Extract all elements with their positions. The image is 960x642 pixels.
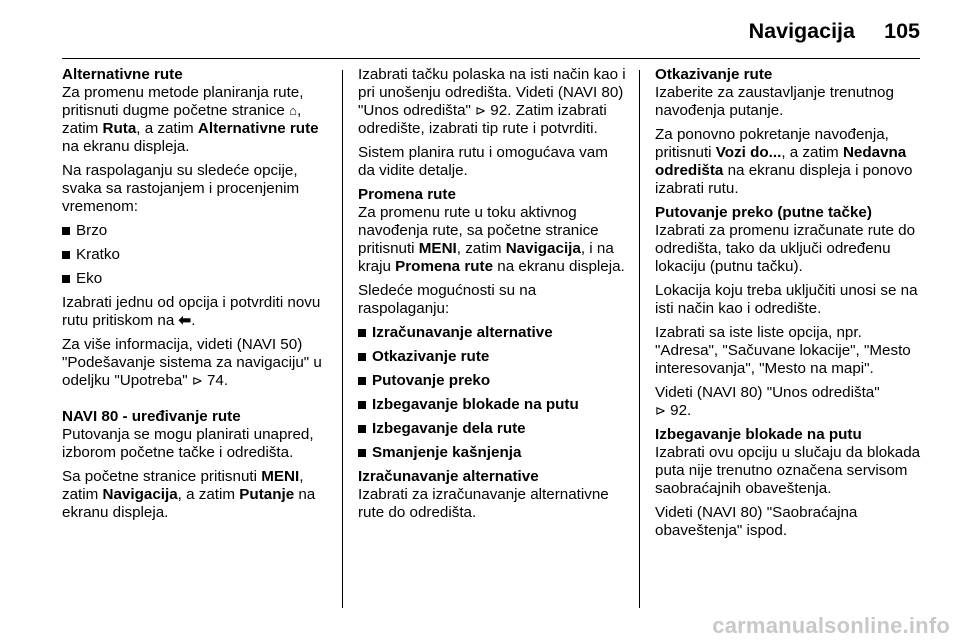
paragraph: [358, 204, 626, 276]
text: Za promenu metode planiranja rute, pritisnuti dugme početne stranice: [62, 84, 304, 119]
reference-arrow-icon: ⊳: [475, 103, 487, 118]
paragraph: Izaberite za zaustavljanje trenutnog navođenja putanje.: [655, 84, 894, 119]
reference-arrow-icon: ⊳: [191, 373, 203, 388]
text: , zatim: [456, 240, 506, 257]
option-label: Smanjenje kašnjenja: [372, 444, 522, 461]
paragraph: Putovanja se mogu planirati unapred, izborom početne tačke i odredišta.: [62, 426, 314, 461]
paragraph: Izabrati sa iste liste opcija, npr. "Adresa", "Sačuvane lokacije", "Mesto interesovanja", "Mesto na mapi".: [655, 324, 911, 377]
text: Za ponovno pokretanje navođenja, pritisnuti: [655, 126, 889, 161]
option-label: Brzo: [76, 222, 108, 239]
text: na ekranu displeja.: [62, 138, 190, 155]
text: , zatim: [62, 468, 304, 503]
menu-term-navigacija: Navigacija: [505, 240, 581, 257]
list-item: [358, 396, 626, 414]
watermark: carmanualsonline.info: [712, 613, 950, 638]
paragraph: Videti (NAVI 80) "Saobraćajna obaveštenja" ispod.: [655, 504, 858, 539]
column-2: [358, 66, 626, 528]
list-item: [358, 348, 626, 366]
bullet-icon: [358, 377, 366, 385]
paragraph: [358, 66, 626, 138]
list-item: [358, 372, 626, 390]
bullet-icon: [358, 329, 366, 337]
heading-travel-via: Putovanje preko (putne tačke): [655, 204, 872, 221]
heading-change-route: Promena rute: [358, 186, 456, 203]
paragraph: Izabrati za izračunavanje alternativne rute do odredišta.: [358, 486, 609, 521]
list-item: [358, 444, 626, 462]
text: na ekranu displeja.: [62, 486, 316, 521]
paragraph: [62, 84, 330, 156]
text: , a zatim: [136, 120, 198, 137]
text: Izabrati jednu od opcija i potvrditi novu rutu pritiskom na: [62, 294, 321, 329]
paragraph: Izabrati za promenu izračunate rute do odredišta, tako da uključi određenu lokaciju (putnu tačku).: [655, 222, 916, 275]
menu-term-promena-rute: Promena rute: [395, 258, 494, 275]
paragraph: Na raspolaganju su sledeće opcije, svaka sa rastojanjem i procenjenim vremenom:: [62, 162, 300, 215]
text: Za više informacija, videti (NAVI 50) "Podešavanje sistema za navigaciju" u odeljku "Upotreba": [62, 336, 322, 389]
section-title: Navigacija: [748, 19, 855, 43]
list-item: [62, 246, 330, 264]
menu-term-nedavna-odredista: Nedavna odredišta: [655, 144, 907, 179]
menu-term-vozi-do: Vozi do...: [715, 144, 782, 161]
column-1: [62, 66, 330, 528]
paragraph: Sledeće mogućnosti su na raspolaganju:: [358, 282, 537, 317]
bullet-icon: [358, 425, 366, 433]
paragraph: Sistem planira rutu i omogućava vam da vidite detalje.: [358, 144, 608, 179]
text: 92. Zatim izabrati odredište, izabrati tip rute i potvrditi.: [358, 102, 607, 137]
option-label: Otkazivanje rute: [372, 348, 490, 365]
heading-avoid-roadblock: Izbegavanje blokade na putu: [655, 426, 862, 443]
text: , zatim: [62, 102, 302, 137]
bullet-icon: [62, 251, 70, 259]
menu-term-meni: MENI: [261, 468, 300, 485]
text: na ekranu displeja.: [493, 258, 625, 275]
bullet-icon: [358, 401, 366, 409]
text: na ekranu displeja i ponovo izabrati rutu.: [655, 162, 913, 197]
back-icon: ⬅: [178, 312, 192, 329]
option-label: Putovanje preko: [372, 372, 491, 389]
home-icon: ⌂: [289, 103, 297, 118]
list-item: [62, 222, 330, 240]
option-label: Izračunavanje alternative: [372, 324, 553, 341]
text: Izabrati tačku polaska na isti način kao i pri unošenju odredišta. Videti (NAVI 80) "Unos odredišta": [358, 66, 626, 119]
bullet-icon: [62, 275, 70, 283]
heading-alternative-routes: Alternativne rute: [62, 66, 183, 83]
text: , i na kraju: [358, 240, 614, 275]
bullet-icon: [358, 353, 366, 361]
paragraph: Izabrati ovu opciju u slučaju da blokada puta nije trenutno označena servisom saobraćajnih obaveštenja.: [655, 444, 921, 497]
option-label: Kratko: [76, 246, 120, 263]
reference-arrow-icon: ⊳: [655, 403, 666, 418]
text: Videti (NAVI 80) "Unos odredišta": [655, 384, 880, 401]
heading-cancel-route: Otkazivanje rute: [655, 66, 773, 83]
text: , a zatim: [781, 144, 843, 161]
heading-calculate-alternative: Izračunavanje alternative: [358, 468, 539, 485]
page-number: 105: [884, 19, 920, 43]
list-item: [62, 270, 330, 288]
paragraph: Lokacija koju treba uključiti unosi se na isti način kao i odredište.: [655, 282, 918, 317]
list-item: [358, 420, 626, 438]
paragraph: [62, 294, 330, 330]
bullet-icon: [62, 227, 70, 235]
column-divider-2: [639, 70, 640, 608]
option-label: Izbegavanje dela rute: [372, 420, 526, 437]
page-header: [0, 0, 960, 58]
text: Sa početne stranice pritisnuti: [62, 468, 262, 485]
menu-term-alternative-routes: Alternativne rute: [197, 120, 319, 137]
text: 92.: [665, 402, 692, 419]
heading-navi80-route-editing: NAVI 80 - uređivanje rute: [62, 408, 241, 425]
menu-term-meni: MENI: [418, 240, 457, 257]
text: Za promenu rute u toku aktivnog navođenja rute, sa početne stranice pritisnuti: [358, 204, 599, 257]
text: 74.: [202, 372, 229, 389]
option-label: Izbegavanje blokade na putu: [372, 396, 579, 413]
paragraph: [655, 126, 923, 198]
menu-term-putanje: Putanje: [239, 486, 295, 503]
paragraph: [62, 468, 330, 522]
bullet-icon: [358, 449, 366, 457]
menu-term-navigacija: Navigacija: [102, 486, 178, 503]
column-3: [655, 66, 923, 546]
list-item: [358, 324, 626, 342]
header-rule: [62, 58, 920, 59]
text: .: [191, 312, 196, 329]
paragraph: [655, 384, 923, 420]
text: , a zatim: [177, 486, 240, 503]
paragraph: [62, 336, 330, 390]
column-divider-1: [342, 70, 343, 608]
menu-term-ruta: Ruta: [102, 120, 137, 137]
option-label: Eko: [76, 270, 103, 287]
